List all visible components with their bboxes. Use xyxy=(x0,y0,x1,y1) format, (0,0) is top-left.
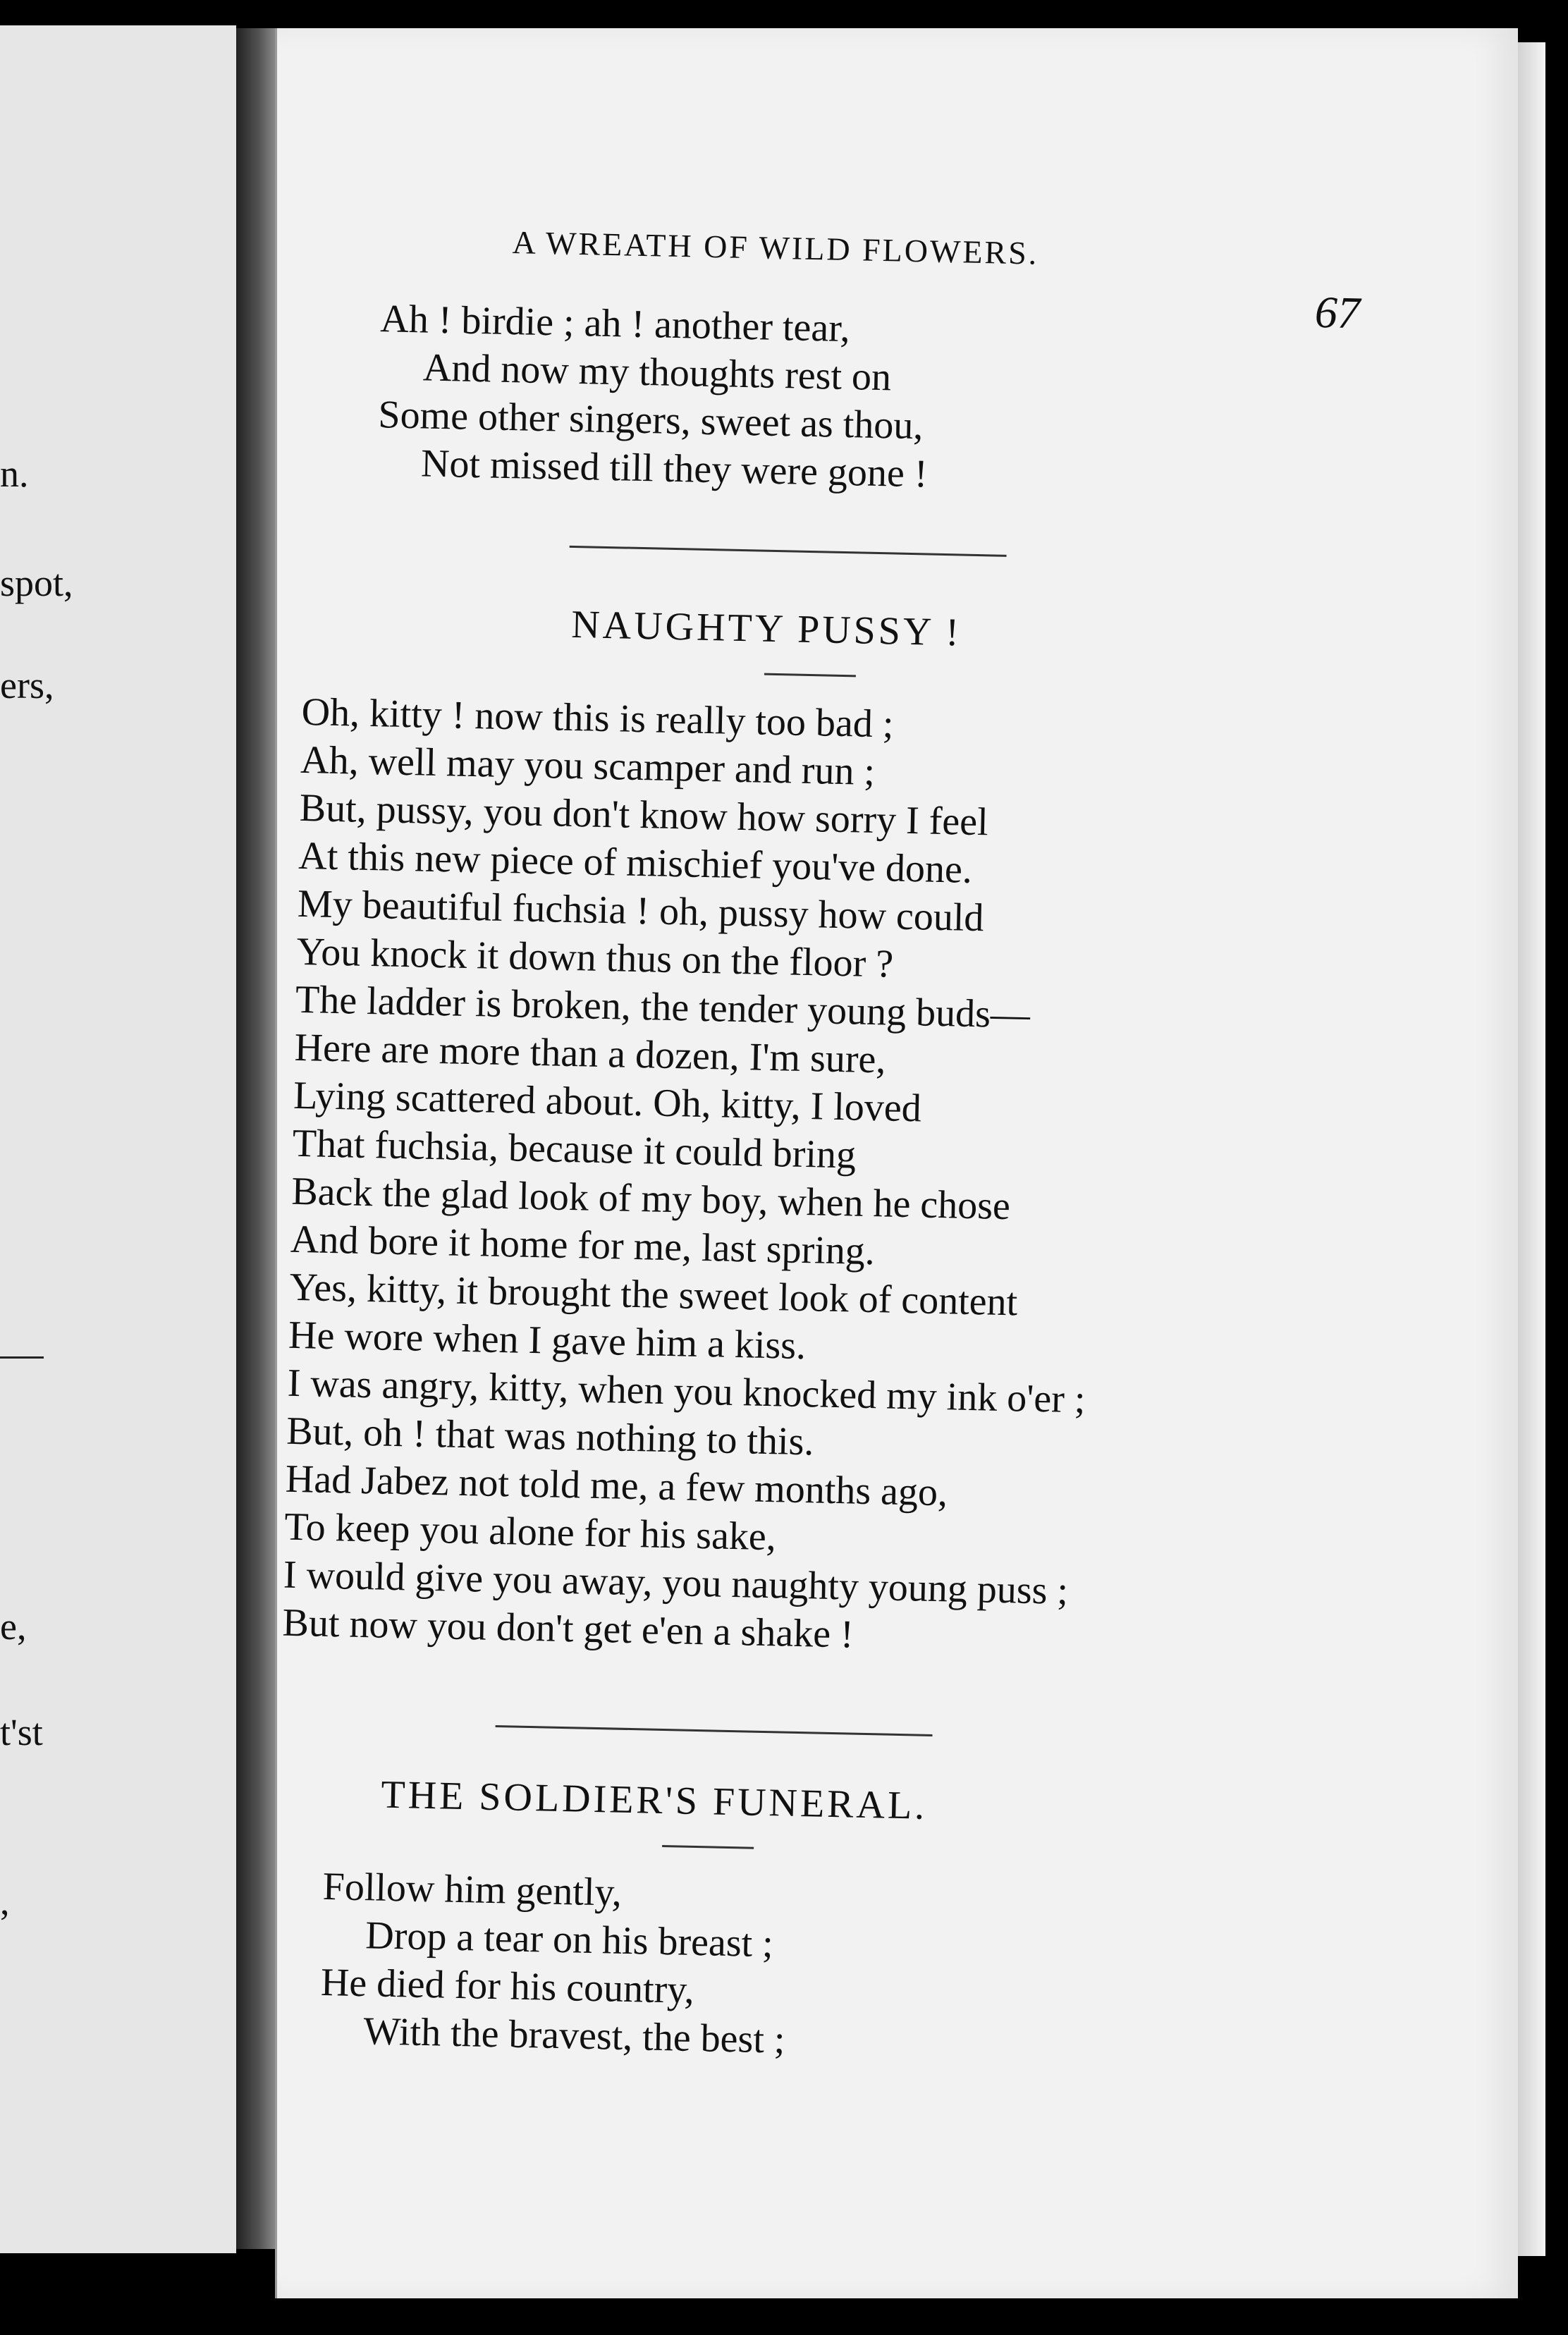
poem-line: At this new piece of mischief you've done. xyxy=(298,833,973,892)
facing-page-fragment: e, xyxy=(0,1605,27,1648)
title-underline xyxy=(662,1845,754,1849)
previous-poem-ending xyxy=(376,295,931,498)
page-number: 67 xyxy=(1314,286,1361,338)
poem-line: Ah, well may you scamper and run ; xyxy=(300,737,876,794)
page-content xyxy=(230,28,1518,2310)
facing-page-fragment: spot, xyxy=(0,562,73,604)
title-underline xyxy=(764,673,856,678)
poem-line: You knock it down thus on the floor ? xyxy=(295,929,894,986)
poem-line: Here are more than a dozen, I'm sure, xyxy=(294,1025,886,1082)
poem-line: He wore when I gave him a kiss. xyxy=(288,1313,807,1368)
facing-page-fragment: t'st xyxy=(0,1711,43,1753)
poem-line: Some other singers, sweet as thou, xyxy=(377,393,924,448)
poem-line: Lying scattered about. Oh, kitty, I loved xyxy=(293,1073,922,1131)
facing-page-rule xyxy=(0,1356,44,1359)
poem-line: To keep you alone for his sake, xyxy=(283,1504,777,1559)
facing-page-fragment: n. xyxy=(0,453,29,495)
facing-page-fragment: ers, xyxy=(0,664,54,706)
poem-line: And bore it home for me, last spring. xyxy=(290,1217,876,1274)
poem-title: NAUGHTY PUSSY ! xyxy=(570,602,962,655)
poem-line: Drop a tear on his breast ; xyxy=(365,1913,774,1966)
poem-line: Back the glad look of my boy, when he chose xyxy=(290,1169,1011,1229)
poem-body xyxy=(282,688,1100,1663)
poem-line: Not missed till they were gone ! xyxy=(420,441,929,496)
poem-line: That fuchsia, because it could bring xyxy=(292,1121,857,1177)
poem-line: And now my thoughts rest on xyxy=(422,345,892,400)
poem-line: But now you don't get e'en a shake ! xyxy=(281,1600,855,1657)
poem-line: I would give you away, you naughty young puss ; xyxy=(283,1552,1069,1613)
poem-line: But, oh ! that was nothing to this. xyxy=(286,1409,815,1464)
book-page xyxy=(275,28,1518,2298)
poem-line: With the bravest, the best ; xyxy=(362,2009,786,2062)
facing-page xyxy=(0,25,236,2253)
poem-body xyxy=(319,1863,789,2064)
poem-title: THE SOLDIER'S FUNERAL. xyxy=(380,1772,928,1828)
poem-line: But, pussy, you don't know how sorry I feel xyxy=(299,785,989,845)
page-edge xyxy=(1516,42,1545,2256)
poem-line: The ladder is broken, the tender young buds— xyxy=(295,977,1031,1037)
poem-line: Oh, kitty ! now this is really too bad ; xyxy=(301,690,895,747)
poem-line: Had Jabez not told me, a few months ago, xyxy=(285,1457,948,1515)
poem-line: Ah ! birdie ; ah ! another tear, xyxy=(379,297,851,351)
section-divider xyxy=(496,1725,933,1736)
poem-line: Yes, kitty, it brought the sweet look of content xyxy=(288,1265,1018,1325)
poem-line: He died for his country, xyxy=(320,1960,695,2012)
running-head: A WREATH OF WILD FLOWERS. xyxy=(512,224,1039,271)
facing-page-fragment: , xyxy=(0,1880,10,1923)
poem-line: I was angry, kitty, when you knocked my ink o'er ; xyxy=(287,1361,1086,1422)
poem-line: My beautiful fuchsia ! oh, pussy how could xyxy=(297,881,985,940)
section-divider xyxy=(570,546,1007,557)
poem-line: Follow him gently, xyxy=(322,1864,623,1915)
